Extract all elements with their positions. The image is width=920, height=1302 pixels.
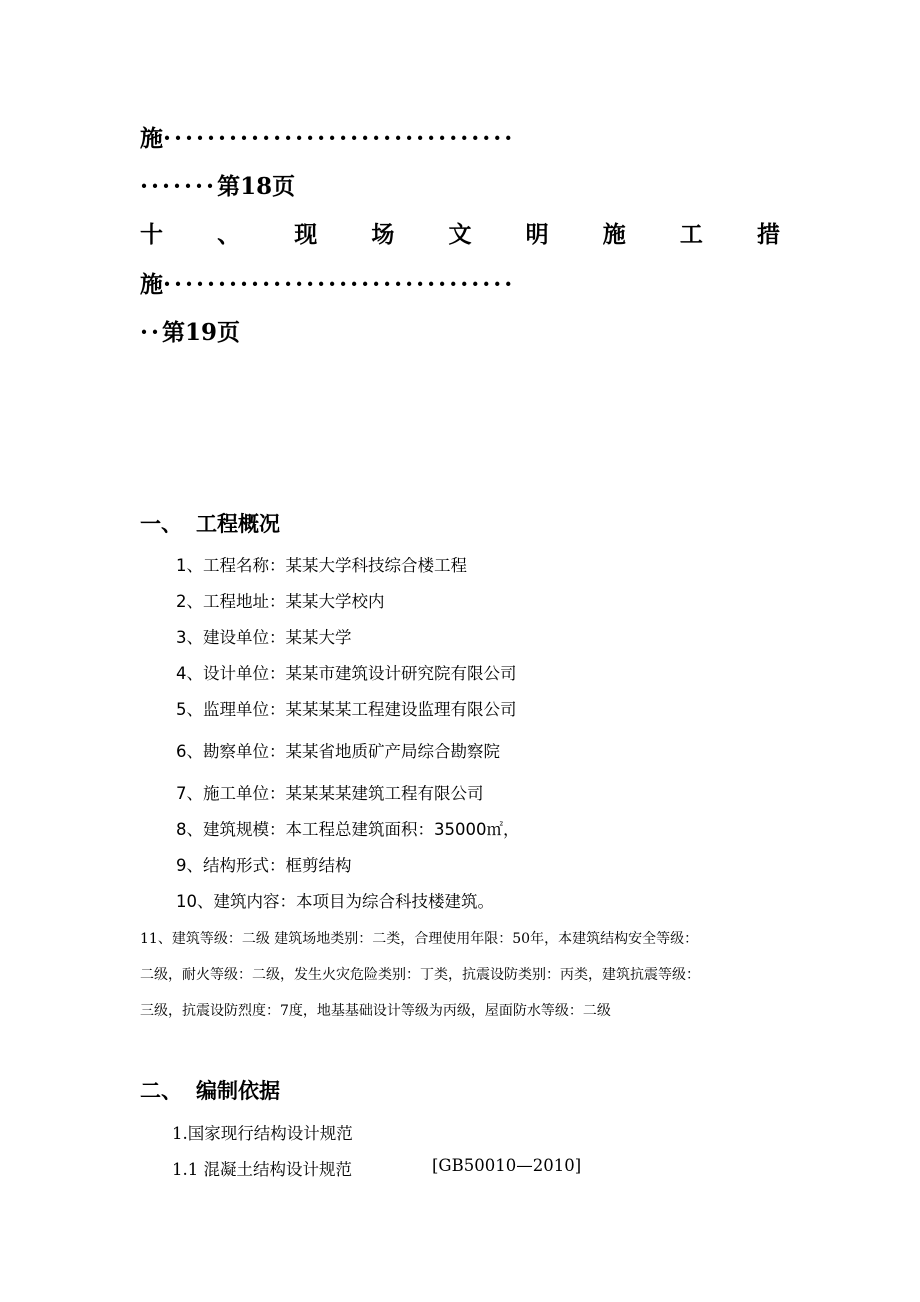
project-item: 1、工程名称：某某大学科技综合楼工程 [176, 556, 467, 575]
toc-page-number: 第19页 [162, 319, 241, 346]
toc-entry-10-line3 [140, 314, 240, 347]
toc-leader-dots: ·· [140, 319, 163, 346]
toc-char: 十 [140, 221, 163, 248]
toc-entry-10-title [140, 216, 780, 249]
toc-char: 、 [217, 221, 241, 248]
section-2-heading [140, 1075, 280, 1105]
basis-subitem-label: 1.1 混凝土结构设计规范 [172, 1160, 352, 1179]
toc-entry-9-line2 [140, 168, 295, 201]
section-1-title: 工程概况 [196, 511, 280, 536]
toc-page-number: 第18页 [217, 173, 296, 200]
project-item: 4、设计单位：某某市建筑设计研究院有限公司 [176, 664, 517, 683]
toc-entry-10-line2 [140, 266, 515, 299]
toc-entry-10-head: 施 [140, 271, 163, 298]
project-item: 3、建设单位：某某大学 [176, 628, 352, 647]
project-item: 7、施工单位：某某某某建筑工程有限公司 [176, 784, 484, 803]
toc-entry-9-line1 [140, 120, 515, 153]
toc-char: 措 [757, 221, 780, 248]
section-1-heading [140, 508, 280, 538]
project-item-11-line1: 11、建筑等级：二级 建筑场地类别：二类，合理使用年限：50年，本建筑结构安全等级： [140, 931, 699, 947]
toc-leader-dots: ······· [140, 173, 218, 200]
toc-char: 施 [602, 221, 626, 248]
toc-leader-dots: ································ [163, 271, 516, 298]
project-item: 10、建筑内容：本项目为综合科技楼建筑。 [176, 892, 494, 911]
toc-char: 现 [294, 221, 318, 248]
toc-char: 明 [525, 221, 549, 248]
section-2-title: 编制依据 [196, 1078, 280, 1103]
project-item: 5、监理单位：某某某某工程建设监理有限公司 [176, 700, 517, 719]
basis-subitem [172, 1156, 352, 1180]
basis-subitem-code: [GB50010—2010] [432, 1156, 582, 1175]
toc-char: 工 [679, 221, 703, 248]
project-item: 6、勘察单位：某某省地质矿产局综合勘察院 [176, 742, 500, 761]
project-item: 8、建筑规模：本工程总建筑面积：35000㎡， [176, 820, 520, 839]
project-item-11-line2: 二级，耐火等级：二级，发生火灾危险类别：丁类，抗震设防类别：丙类，建筑抗震等级： [140, 967, 700, 983]
project-item-11-line3: 三级，抗震设防烈度：7度，地基基础设计等级为丙级，屋面防水等级：二级 [140, 1003, 611, 1019]
toc-char: 文 [448, 221, 472, 248]
section-2-number: 二、 [140, 1078, 182, 1103]
toc-char: 场 [371, 221, 395, 248]
toc-entry-9-head: 施 [140, 125, 163, 152]
project-item: 2、工程地址：某某大学校内 [176, 592, 385, 611]
project-item: 9、结构形式：框剪结构 [176, 856, 352, 875]
section-1-number: 一、 [140, 511, 182, 536]
basis-item: 1.国家现行结构设计规范 [172, 1124, 353, 1143]
toc-leader-dots: ································ [163, 125, 516, 152]
